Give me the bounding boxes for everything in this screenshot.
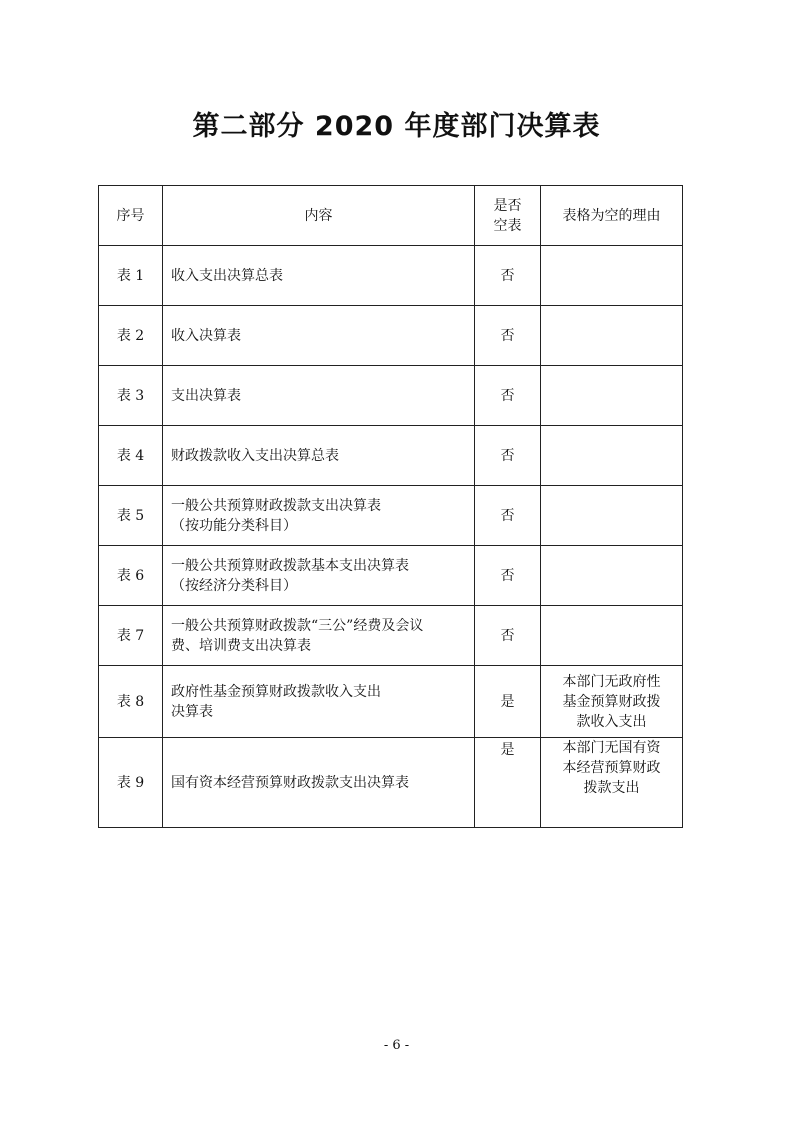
row-no: 表 9 [99,738,163,828]
row-no: 表 5 [99,486,163,546]
row-no: 表 1 [99,246,163,306]
row-no: 表 7 [99,606,163,666]
header-no: 序号 [99,186,163,246]
row-reason [541,426,683,486]
row-is-empty: 否 [475,246,541,306]
row-reason [541,306,683,366]
row-content: 一般公共预算财政拨款支出决算表 （按功能分类科目） [163,486,475,546]
table-row [99,546,683,606]
header-content: 内容 [163,186,475,246]
row-no: 表 2 [99,306,163,366]
table-row [99,486,683,546]
row-is-empty: 否 [475,426,541,486]
row-no: 表 6 [99,546,163,606]
row-reason: 本部门无政府性 基金预算财政拨 款收入支出 [541,666,683,738]
header-reason: 表格为空的理由 [541,186,683,246]
table-row [99,306,683,366]
row-no: 表 3 [99,366,163,426]
table-row [99,426,683,486]
table-row [99,606,683,666]
row-content: 收入支出决算总表 [163,246,475,306]
row-content: 财政拨款收入支出决算总表 [163,426,475,486]
row-content: 支出决算表 [163,366,475,426]
page-title: 第二部分 2020 年度部门决算表 [192,111,601,142]
table-row [99,366,683,426]
page-number: - 6 - [383,1038,410,1053]
row-is-empty: 否 [475,306,541,366]
row-content: 政府性基金预算财政拨款收入支出 决算表 [163,666,475,738]
row-reason [541,606,683,666]
row-is-empty: 否 [475,486,541,546]
row-reason [541,366,683,426]
row-content: 一般公共预算财政拨款“三公”经费及会议 费、培训费支出决算表 [163,606,475,666]
row-no: 表 8 [99,666,163,738]
row-is-empty: 否 [475,606,541,666]
row-reason [541,486,683,546]
row-reason: 本部门无国有资 本经营预算财政 拨款支出 [541,738,683,828]
table-row [99,246,683,306]
table-header-row [99,186,683,246]
row-content: 一般公共预算财政拨款基本支出决算表 （按经济分类科目） [163,546,475,606]
row-is-empty: 是 [475,738,541,828]
header-is-empty: 是否 空表 [475,186,541,246]
row-content: 收入决算表 [163,306,475,366]
row-is-empty: 否 [475,546,541,606]
row-is-empty: 是 [475,666,541,738]
report-table [98,185,683,828]
row-reason [541,246,683,306]
table-row [99,666,683,738]
row-content: 国有资本经营预算财政拨款支出决算表 [163,738,475,828]
row-no: 表 4 [99,426,163,486]
row-reason [541,546,683,606]
table-row [99,738,683,828]
row-is-empty: 否 [475,366,541,426]
